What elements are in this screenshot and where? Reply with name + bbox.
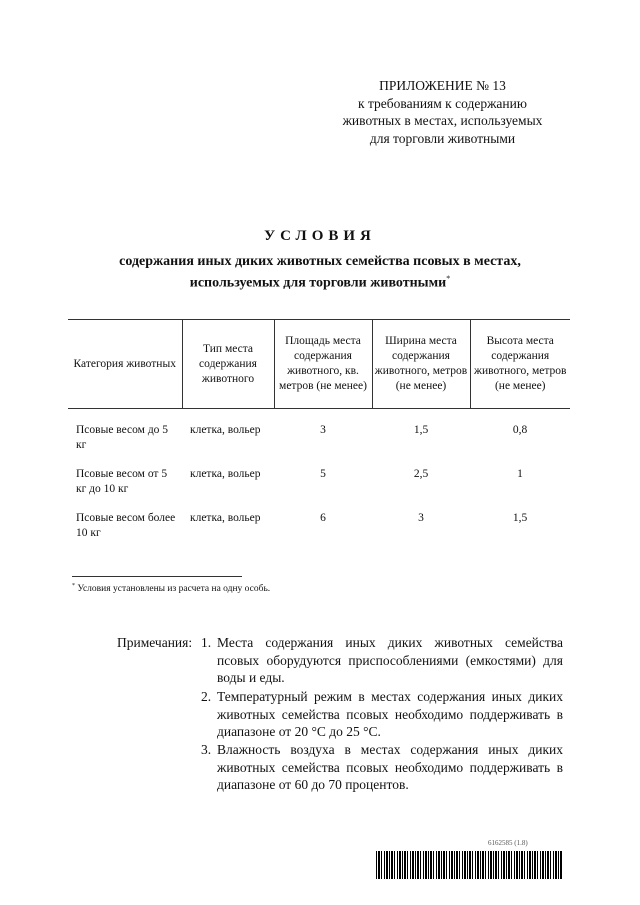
cell-height: 1,5 <box>512 512 528 524</box>
cell-height: 1 <box>517 468 523 480</box>
note-item <box>201 688 563 741</box>
appendix-line: для торговли животными <box>369 130 516 146</box>
document-subtitle <box>60 253 580 292</box>
cell-category: Псовые весом до 5 кг <box>76 424 169 451</box>
table-row <box>68 511 570 555</box>
cell-width: 1,5 <box>413 424 429 436</box>
document-title: УСЛОВИЯ <box>264 228 376 244</box>
table-row <box>68 409 570 468</box>
footnote-mark: * <box>72 583 75 589</box>
cell-width: 2,5 <box>413 468 429 480</box>
appendix-heading <box>330 77 555 147</box>
cell-area: 5 <box>320 468 326 480</box>
note-item <box>201 741 563 794</box>
appendix-number: ПРИЛОЖЕНИЕ № 13 <box>379 78 506 93</box>
cell-place-type: клетка, вольер <box>190 512 261 524</box>
conditions-table <box>68 319 570 555</box>
appendix-line: к требованиям к содержанию <box>358 95 527 111</box>
cell-area: 6 <box>320 512 326 524</box>
header-width: Ширина места содержания животного, метров (не менее) <box>372 320 470 409</box>
note-text: Температурный режим в местах содержания иных диких животных семейства псовых необходимо поддерживать в диапазоне от 20 °С до 25 °С. <box>217 689 563 739</box>
footnote-mark: * <box>446 274 451 283</box>
note-text: Влажность воздуха в местах содержания иных диких животных семейства псовых необходимо поддерживать в диапазоне от 60 до 70 процентов. <box>217 742 563 792</box>
note-text: Места содержания иных диких животных семейства псовых оборудуются приспособлениями (емкостями) для воды и еды. <box>217 635 563 685</box>
cell-category: Псовые весом более 10 кг <box>76 512 176 539</box>
table-row <box>68 467 570 511</box>
subtitle-line <box>60 270 580 292</box>
footnote <box>72 583 270 594</box>
cell-place-type: клетка, вольер <box>190 468 261 480</box>
header-area: Площадь места содержания животного, кв. метров (не менее) <box>274 320 372 409</box>
footnote-text: Условия установлены из расчета на одну особь. <box>75 584 271 595</box>
table-header-row <box>68 320 570 409</box>
note-item <box>201 634 563 687</box>
cell-category: Псовые весом от 5 кг до 10 кг <box>76 468 168 495</box>
document-id: 6162585 (1.8) <box>488 839 528 847</box>
note-number: 2. <box>201 689 212 704</box>
cell-place-type: клетка, вольер <box>190 424 261 436</box>
note-number: 1. <box>201 635 212 650</box>
cell-area: 3 <box>320 424 326 436</box>
appendix-line: животных в местах, используемых <box>342 113 543 128</box>
footnote-divider <box>72 576 242 577</box>
cell-width: 3 <box>418 512 424 524</box>
barcode-icon <box>376 851 562 879</box>
header-place-type: Тип места содержания животного <box>182 320 274 409</box>
header-category: Категория животных <box>68 320 182 409</box>
subtitle-line: содержания иных диких животных семейства псовых в местах, <box>119 254 521 269</box>
cell-height: 0,8 <box>512 424 528 436</box>
header-height: Высота места содержания животного, метров (не менее) <box>470 320 570 409</box>
notes-label: Примечания: <box>117 635 193 650</box>
subtitle-line-text: используемых для торговли животными <box>189 275 447 291</box>
note-number: 3. <box>201 742 212 757</box>
